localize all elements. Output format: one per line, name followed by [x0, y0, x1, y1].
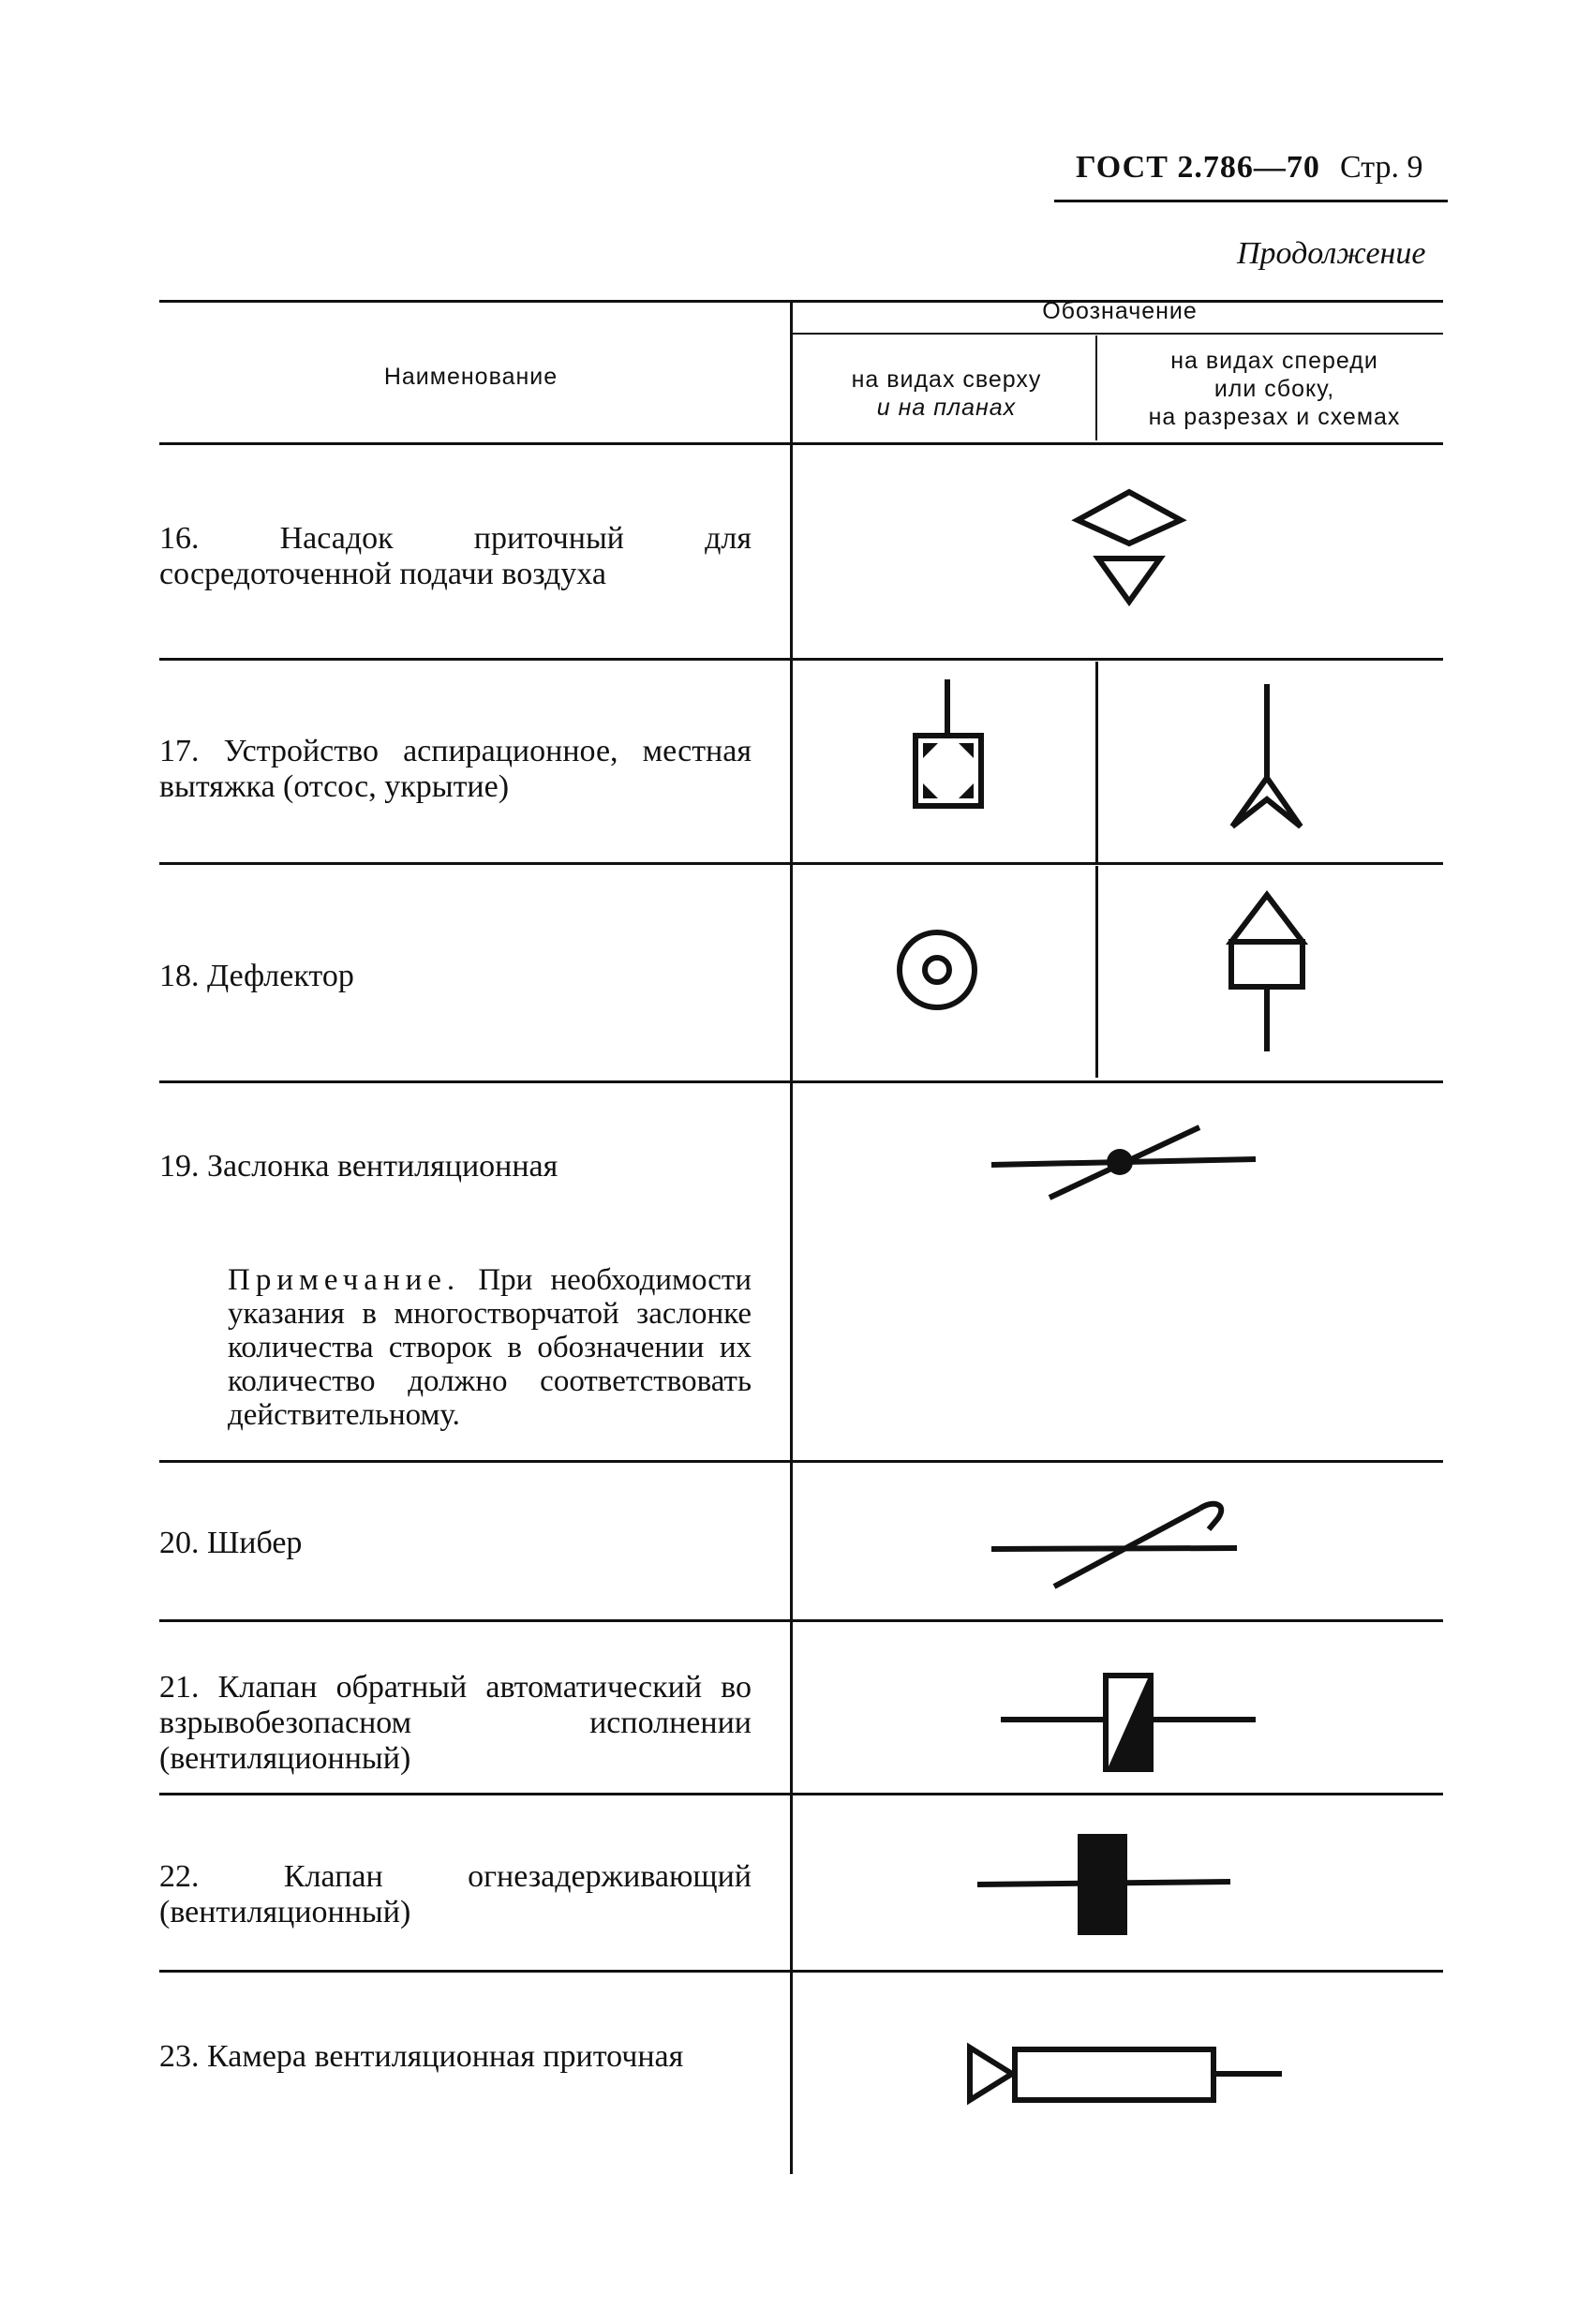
page-number: Стр. 9: [1340, 150, 1423, 185]
local-exhaust-front-icon: [1218, 679, 1321, 839]
check-valve-icon: [993, 1668, 1265, 1780]
column-header-designation: Обозначение: [1042, 298, 1198, 324]
row-18-name: 18. Дефлектор: [159, 959, 354, 993]
gate-damper-icon: [984, 1490, 1265, 1593]
row-23-name: 23. Камера вентиляционная приточная: [159, 2039, 684, 2074]
supply-chamber-icon: [965, 2038, 1288, 2113]
front-view-line-3: на разрезах и схемах: [1148, 404, 1401, 430]
ventilation-damper-icon: [984, 1120, 1265, 1204]
header-bottom-rule: [159, 442, 1443, 445]
note-label: Примечание.: [228, 1263, 461, 1297]
row-19-name: 19. Заслонка вентиляционная: [159, 1149, 558, 1184]
row-21-name: 21. Клапан обратный автоматический во взрывобезопасном исполнении (вентиляционный): [159, 1670, 752, 1776]
row-rule-21: [159, 1793, 1443, 1795]
deflector-top-icon: [890, 923, 993, 1026]
row-20-name: 20. Шибер: [159, 1526, 303, 1560]
row-rule-18: [159, 1080, 1443, 1083]
row-17-name: 17. Устройство аспирационное, местная вытяжка (отсос, укрытие): [159, 734, 752, 804]
continuation-label: Продолжение: [1237, 236, 1426, 271]
row-rule-22: [159, 1970, 1443, 1973]
row18-divider: [1095, 866, 1098, 1078]
front-view-line-2: или сбоку,: [1213, 376, 1335, 402]
row-rule-19: [159, 1460, 1443, 1463]
designation-rule: [792, 333, 1443, 335]
row-rule-16: [159, 658, 1443, 661]
column-divider: [790, 300, 793, 2174]
front-view-line-1: на видах спереди: [1170, 348, 1378, 374]
column-header-front-view: [1101, 347, 1448, 431]
top-view-line-2: и на планах: [876, 395, 1017, 421]
row-rule-20: [159, 1619, 1443, 1622]
standard-code: ГОСТ 2.786—70: [1076, 150, 1320, 185]
top-view-line-1: на видах сверху: [851, 366, 1042, 393]
column-header-name: Наименование: [383, 364, 558, 390]
row-rule-17: [159, 862, 1443, 865]
fire-damper-icon: [970, 1832, 1242, 1940]
row17-divider: [1095, 662, 1098, 863]
note-text: При необходимости указания в многостворчатой заслонке количества створок в обозначении их количество должно соответствовать действительному.: [228, 1263, 752, 1432]
deflector-front-icon: [1218, 890, 1321, 1059]
row-19-note: [228, 1263, 752, 1432]
row-16-name: 16. Насадок приточный для сосредоточенной подачи воздуха: [159, 521, 752, 591]
concentrated-supply-nozzle-icon: [1068, 487, 1199, 609]
local-exhaust-top-icon: [895, 675, 1007, 815]
column-header-top-view: [796, 365, 1096, 422]
header-rule: [1054, 200, 1448, 202]
row-22-name: 22. Клапан огнезадерживающий (вентиляционный): [159, 1859, 752, 1929]
